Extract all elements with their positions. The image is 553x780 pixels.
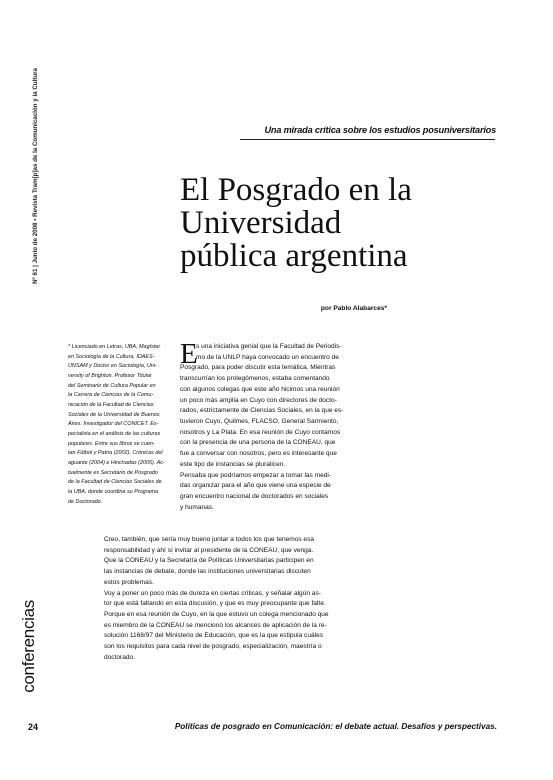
author-footnote <box>68 343 178 507</box>
body-line: con algunos colegas que este año hicimos una reunión <box>180 385 340 393</box>
footnote-line: pecialista en el análisis de las culturas <box>68 430 161 437</box>
body-line: nosotros y La Plata. En esa reunión de Cuyo contamos <box>180 428 341 436</box>
body-line: son los requisitos para cada nivel de posgrado, especialización, maestría o <box>104 643 322 651</box>
title-line: pública argentina <box>180 238 408 274</box>
body-line: responsabilidad y ahí sí invitar al presidente de la CONEAU, que venga. <box>104 546 314 554</box>
body-line: rados, estrictamente de Ciencias Sociales, en la que es- <box>180 407 344 415</box>
footnote-line: Sociales de la Universidad de Buenos <box>68 411 160 418</box>
body-line: fue a conversar con nosotros, pero es interesante que <box>180 450 337 458</box>
footnote-line: populares. Entre sus libros se cuen- <box>68 440 155 447</box>
body-line: Posgrado, para poder discutir esta temática. Mientras <box>180 364 336 372</box>
body-line: solución 1168/97 del Ministerio de Educación, que es la que estipula cuáles <box>104 632 323 640</box>
body-line: doctorado. <box>104 653 135 661</box>
section-label: conferencias <box>19 600 38 693</box>
running-side-title: Nº 61 | Junio de 2008 • Revista Tram[p]as de la Comunicación y la Cultura <box>32 68 39 284</box>
footnote-line: versity of Brighton. Profesor Titular <box>68 372 152 379</box>
drop-cap: E <box>180 338 198 370</box>
footnote-line: nicación de la Facultad de Ciencias <box>68 401 154 408</box>
footnote-line: UNSAM y Doctor en Sociología, Uni- <box>68 363 157 370</box>
footnote-line: del Seminario de Cultura Popular en <box>68 382 156 389</box>
body-line: transcurrían los prolegómenos, estaba comentando <box>180 375 330 383</box>
title-line: El Posgrado en la <box>180 172 412 208</box>
body-line: y humanas. <box>180 503 214 511</box>
body-line: tuvieron Cuyo, Quilmes, FLACSO, General Sarmiento, <box>180 418 339 426</box>
body-line: Pensaba que podríamos empezar a tomar las medi- <box>180 471 332 479</box>
body-line: estos problemas. <box>104 578 154 586</box>
body-line: tor que está faltando en esta discusión, y que es muy preocupante que falte. <box>104 600 326 608</box>
footnote-line: en Sociología de la Cultura, IDAES- <box>68 353 155 360</box>
footnote-line: aguante (2004) e Hinchadas (2005). Ac- <box>68 459 165 466</box>
footnote-line: la Carrera de Ciencias de la Comu- <box>68 392 154 399</box>
title-line: Universidad <box>180 205 342 241</box>
running-header: Una mirada crítica sobre los estudios posuniversitarios <box>264 125 496 135</box>
page-number: 24 <box>28 722 39 732</box>
footnote-line: de Doctorado. <box>68 498 103 505</box>
body-wide-block <box>104 535 496 664</box>
running-footer: Políticas de posgrado en Comunicación: el debate actual. Desafíos y perspectivas. <box>174 722 497 731</box>
body-line: Voy a poner un poco más de dureza en ciertas críticas, y señalar algún as- <box>104 589 321 597</box>
body-line: con la presencia de una persona de la CONEAU, que <box>180 439 336 447</box>
footnote-line: de la Facultad de Ciencias Sociales de <box>68 479 162 486</box>
body-line: este tipo de instancias se pluralicen. <box>180 460 286 468</box>
footnote-line: la UBA, donde coordina su Programa <box>68 488 159 495</box>
body-line: Creo, también, que sería muy bueno juntar a todos los que tenemos esa <box>104 536 314 543</box>
header-rule <box>240 139 495 140</box>
body-column <box>180 338 387 514</box>
footnote-line: * Licenciado en Letras, UBA, Magíster <box>68 344 161 350</box>
byline: por Pablo Alabarces* <box>320 305 387 312</box>
body-line: Porque en esa reunión de Cuyo, en la que estuvo un colega mencionado que <box>104 611 329 619</box>
body-line: s una iniciativa genial que la Facultad de Periodis- <box>196 343 342 350</box>
footnote-line: tan Fútbol y Patria (2002), Crónicas del <box>68 450 163 457</box>
body-line: mo de la UNLP haya convocado un encuentro de <box>196 353 339 361</box>
footnote-line: Aires. Investigador del CONICET. Es- <box>68 421 159 428</box>
body-line: das organizar para el año que viene una especie de <box>180 482 331 490</box>
footnote-line: tualmente es Secretario de Posgrado <box>68 469 158 476</box>
body-line: las instancias de debate, donde las instituciones universitarias discuten <box>104 568 311 576</box>
body-line: un poco más amplia en Cuyo con directores de docto- <box>180 396 337 404</box>
body-line: gran encuentro nacional de doctorados en sociales <box>180 493 329 501</box>
body-line: Que la CONEAU y la Secretaría de Políticas Universitarias participen en <box>104 557 314 565</box>
article-title <box>180 174 412 273</box>
body-line: es miembro de la CONEAU se mencionó los alcances de aplicación de la re- <box>104 621 327 629</box>
